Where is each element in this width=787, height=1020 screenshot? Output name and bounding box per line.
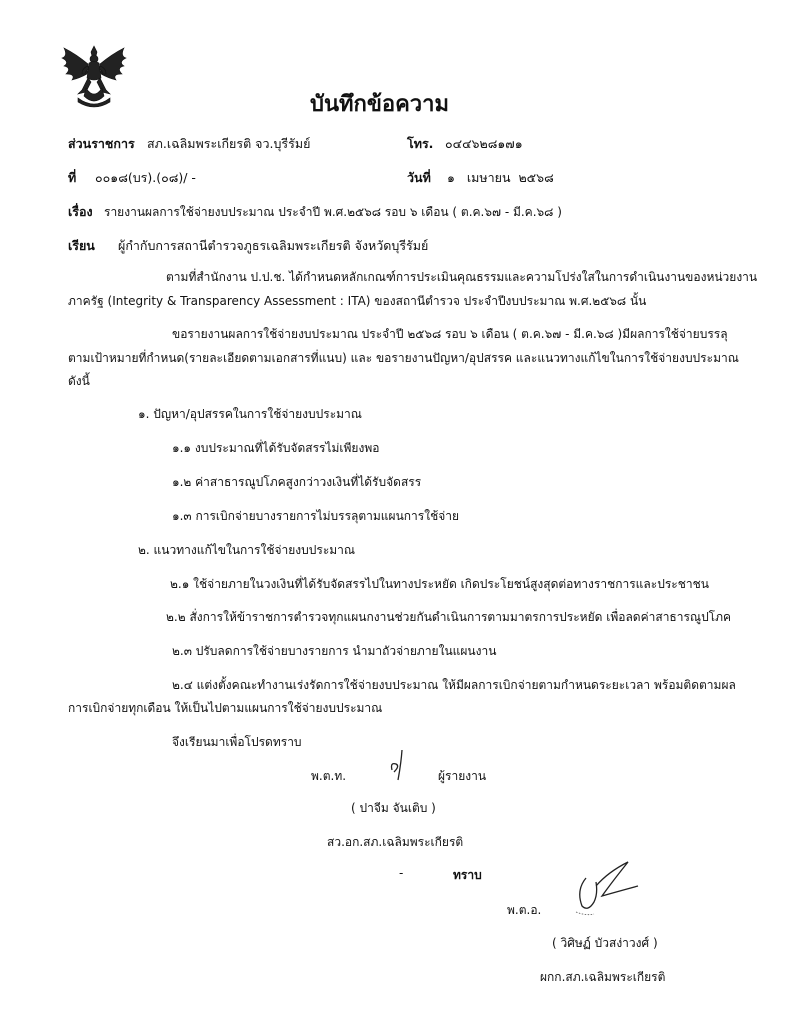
date-value: ๑ เมษายน ๒๕๖๘: [447, 170, 554, 185]
date-label: วันที่: [407, 170, 431, 185]
para2-line1: ขอรายงานผลการใช้จ่ายงบประมาณ ประจำปี ๒๕๖๘ รอบ ๖ เดือน ( ต.ค.๖๗ - มี.ค.๖๘ )มีผลการใช้จ่ายบรรลุ: [172, 327, 728, 341]
to-label: เรียน: [68, 238, 95, 253]
sig1-name: ( ปาจีม จันเติบ ): [351, 801, 436, 815]
sig2-name: ( วิศิษฏ์ บัวสง่าวงศ์ ): [552, 936, 658, 950]
sec2-item: ๒.๓ ปรับลดการใช้จ่ายบางรายการ นำมาถัวจ่ายภายในแผนงาน: [172, 644, 497, 658]
agency-value: สภ.เฉลิมพระเกียรติ จว.บุรีรัมย์: [147, 136, 311, 151]
sec2-item: ๒.๔ แต่งตั้งคณะทำงานเร่งรัดการใช้จ่ายงบประมาณ ให้มีผลการเบิกจ่ายตามกำหนดระยะเวลา พร้อมติดตามผล: [172, 678, 736, 692]
phone-label: โทร.: [407, 136, 434, 151]
sig2-rank: พ.ต.อ.: [507, 903, 542, 917]
sig1-position: สว.อก.สภ.เฉลิมพระเกียรติ: [327, 835, 464, 849]
subject-value: รายงานผลการใช้จ่ายงบประมาณ ประจำปี พ.ศ.๒๕๖๘ รอบ ๖ เดือน ( ต.ค.๖๗ - มี.ค.๖๘ ): [104, 205, 562, 219]
sec2-item-cont: การเบิกจ่ายทุกเดือน ให้เป็นไปตามแผนการใช้จ่ายงบประมาณ: [68, 701, 383, 715]
para2-line3: ดังนี้: [68, 374, 90, 388]
para1-line1: ตามที่สำนักงาน ป.ป.ช. ได้กำหนดหลักเกณฑ์การประเมินคุณธรรมและความโปร่งใสในการดำเนินงานของหน่วยงาน: [166, 270, 758, 284]
ref-value: ๐๐๑๘(บร).(๐๘)/ -: [95, 170, 196, 185]
sec1-item: ๑.๒ ค่าสาธารณูปโภคสูงกว่าวงเงินที่ได้รับจัดสรร: [172, 475, 422, 489]
para1-line2: ภาครัฐ (Integrity & Transparency Assessment : ITA) ของสถานีตำรวจ ประจำปีงบประมาณ พ.ศ.๒๕๖๘ นั้น: [68, 294, 647, 308]
para2-line2: ตามเป้าหมายที่กำหนด(รายละเอียดตามเอกสารที่แนบ) และ ขอรายงานปัญหา/อุปสรรค และแนวทางแก้ไขในการใช้จ่ายงบประมาณ: [68, 351, 739, 365]
agency-label: ส่วนราชการ: [68, 136, 135, 151]
garuda-emblem-icon: [58, 44, 130, 110]
sec1-title: ๑. ปัญหา/อุปสรรคในการใช้จ่ายงบประมาณ: [138, 407, 362, 421]
sig1-rank: พ.ต.ท.: [311, 769, 347, 783]
sec2-title: ๒. แนวทางแก้ไขในการใช้จ่ายงบประมาณ: [138, 543, 356, 557]
ack-label: ทราบ: [453, 868, 482, 882]
sec2-item: ๒.๒ สั่งการให้ข้าราชการตำรวจทุกแผนกงานช่วยกันดำเนินการตามมาตรการประหยัด เพื่อลดค่าสาธารณูปโภค: [166, 610, 732, 624]
closing-text: จึงเรียนมาเพื่อโปรดทราบ: [172, 735, 302, 749]
sec2-item: ๒.๑ ใช้จ่ายภายในวงเงินที่ได้รับจัดสรรไปในทางประหยัด เกิดประโยชน์สูงสุดต่อทางราชการและประชาชน: [170, 577, 709, 591]
page-title: บันทึกข้อความ: [310, 92, 450, 117]
ack-dash: -: [399, 866, 404, 880]
subject-label: เรื่อง: [68, 204, 93, 219]
sig2-position: ผกก.สภ.เฉลิมพระเกียรติ: [540, 970, 666, 984]
ref-label: ที่: [68, 170, 77, 185]
phone-value: ๐๔๔๖๒๘๑๗๑: [445, 136, 523, 151]
sig1-role: ผู้รายงาน: [438, 769, 487, 783]
signature-1-icon: [382, 748, 416, 784]
sec1-item: ๑.๑ งบประมาณที่ได้รับจัดสรรไม่เพียงพอ: [172, 441, 380, 455]
signature-2-icon: [572, 856, 644, 918]
sec1-item: ๑.๓ การเบิกจ่ายบางรายการไม่บรรลุตามแผนการใช้จ่าย: [172, 509, 460, 523]
to-value: ผู้กำกับการสถานีตำรวจภูธรเฉลิมพระเกียรติ จังหวัดบุรีรัมย์: [118, 238, 429, 253]
